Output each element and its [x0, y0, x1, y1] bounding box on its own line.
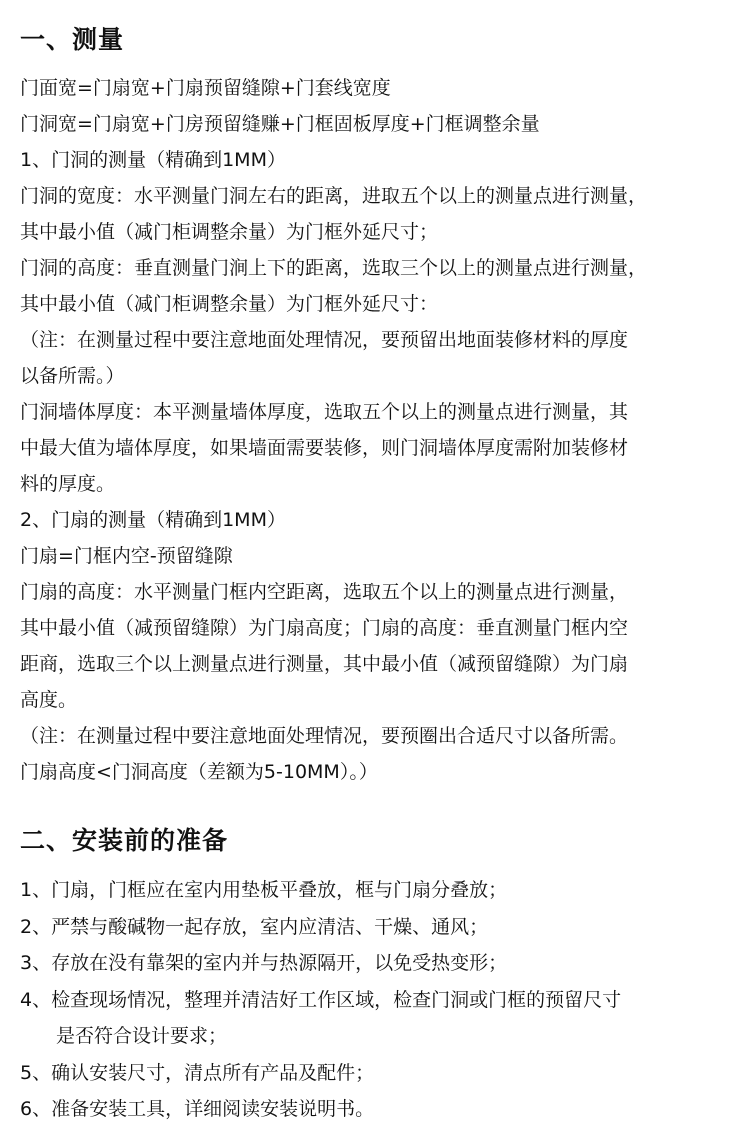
- text-line: 高度。: [20, 689, 78, 711]
- section-1-heading: 一、测量: [20, 25, 125, 54]
- note-line: （注：在测量过程中要注意地面处理情况，要预圈出合适尺寸以备所需。: [20, 725, 629, 747]
- text-line: 料的厚度。: [20, 473, 116, 495]
- subheading-door-opening-measure: 1、门洞的测量（精确到1MM）: [20, 149, 286, 171]
- text-line: 其中最小值（减预留缝隙）为门扇高度；门扇的高度：垂直测量门框内空: [20, 617, 629, 639]
- list-item: 3、存放在没有靠架的室内并与热源隔开，以免受热变形；: [20, 952, 508, 974]
- note-line: 以备所需。）: [20, 365, 125, 387]
- text-line: 距商，选取三个以上测量点进行测量，其中最小值（减预留缝隙）为门扇: [20, 653, 629, 675]
- section-2-body: [20, 872, 746, 1128]
- text-line: 门洞宽=门扇宽+门房预留缝赚+门框固板厚度+门框调整余量: [20, 113, 540, 135]
- note-line: （注：在测量过程中要注意地面处理情况，要预留出地面装修材料的厚度: [20, 329, 629, 351]
- text-line: 其中最小值（减门柜调整余量）为门框外延尺寸：: [20, 293, 439, 315]
- list-item: 5、确认安装尺寸，清点所有产品及配件；: [20, 1061, 375, 1084]
- list-item: 2、严禁与酸碱物一起存放，室内应清洁、干燥、通风；: [20, 915, 489, 938]
- text-line: 其中最小值（减门柜调整余量）为门框外延尺寸；: [20, 221, 439, 243]
- list-item: 6、准备安装工具，详细阅读安装说明书。: [20, 1098, 375, 1120]
- list-item-continuation: 是否符合设计要求；: [56, 1025, 228, 1047]
- text-line: 门扇=门框内空-预留缝隙: [20, 545, 233, 567]
- section-2-heading: 二、安装前的准备: [20, 826, 229, 855]
- text-line: 门洞的高度：垂直测量门涧上下的距离，选取三个以上的测量点进行测量，: [20, 257, 648, 279]
- text-line: 中最大值为墙体厚度，如果墙面需要装修，则门洞墙体厚度需附加装修材: [20, 437, 629, 459]
- text-line: 门面宽=门扇宽+门扇预留缝隙+门套线宽度: [20, 77, 391, 99]
- text-line: 门扇的高度：水平测量门框内空距离，选取五个以上的测量点进行测量，: [20, 581, 629, 603]
- text-line: 门洞墙体厚度：本平测量墙体厚度，选取五个以上的测量点进行测量，其: [20, 401, 629, 423]
- list-item: 4、检查现场情况，整理并清洁好工作区域，检查门洞或门框的预留尺寸: [20, 988, 622, 1011]
- note-line: 门扇高度<门洞高度（差额为5-10MM）。）: [20, 761, 378, 783]
- text-line: 门洞的宽度：水平测量门洞左右的距离，进取五个以上的测量点进行测量，: [20, 185, 648, 207]
- subheading-door-leaf-measure: 2、门扇的测量（精确到1MM）: [20, 509, 286, 531]
- list-item: 1、门扇，门框应在室内用垫板平叠放，框与门扇分叠放；: [20, 879, 508, 901]
- section-1-body: [20, 70, 746, 790]
